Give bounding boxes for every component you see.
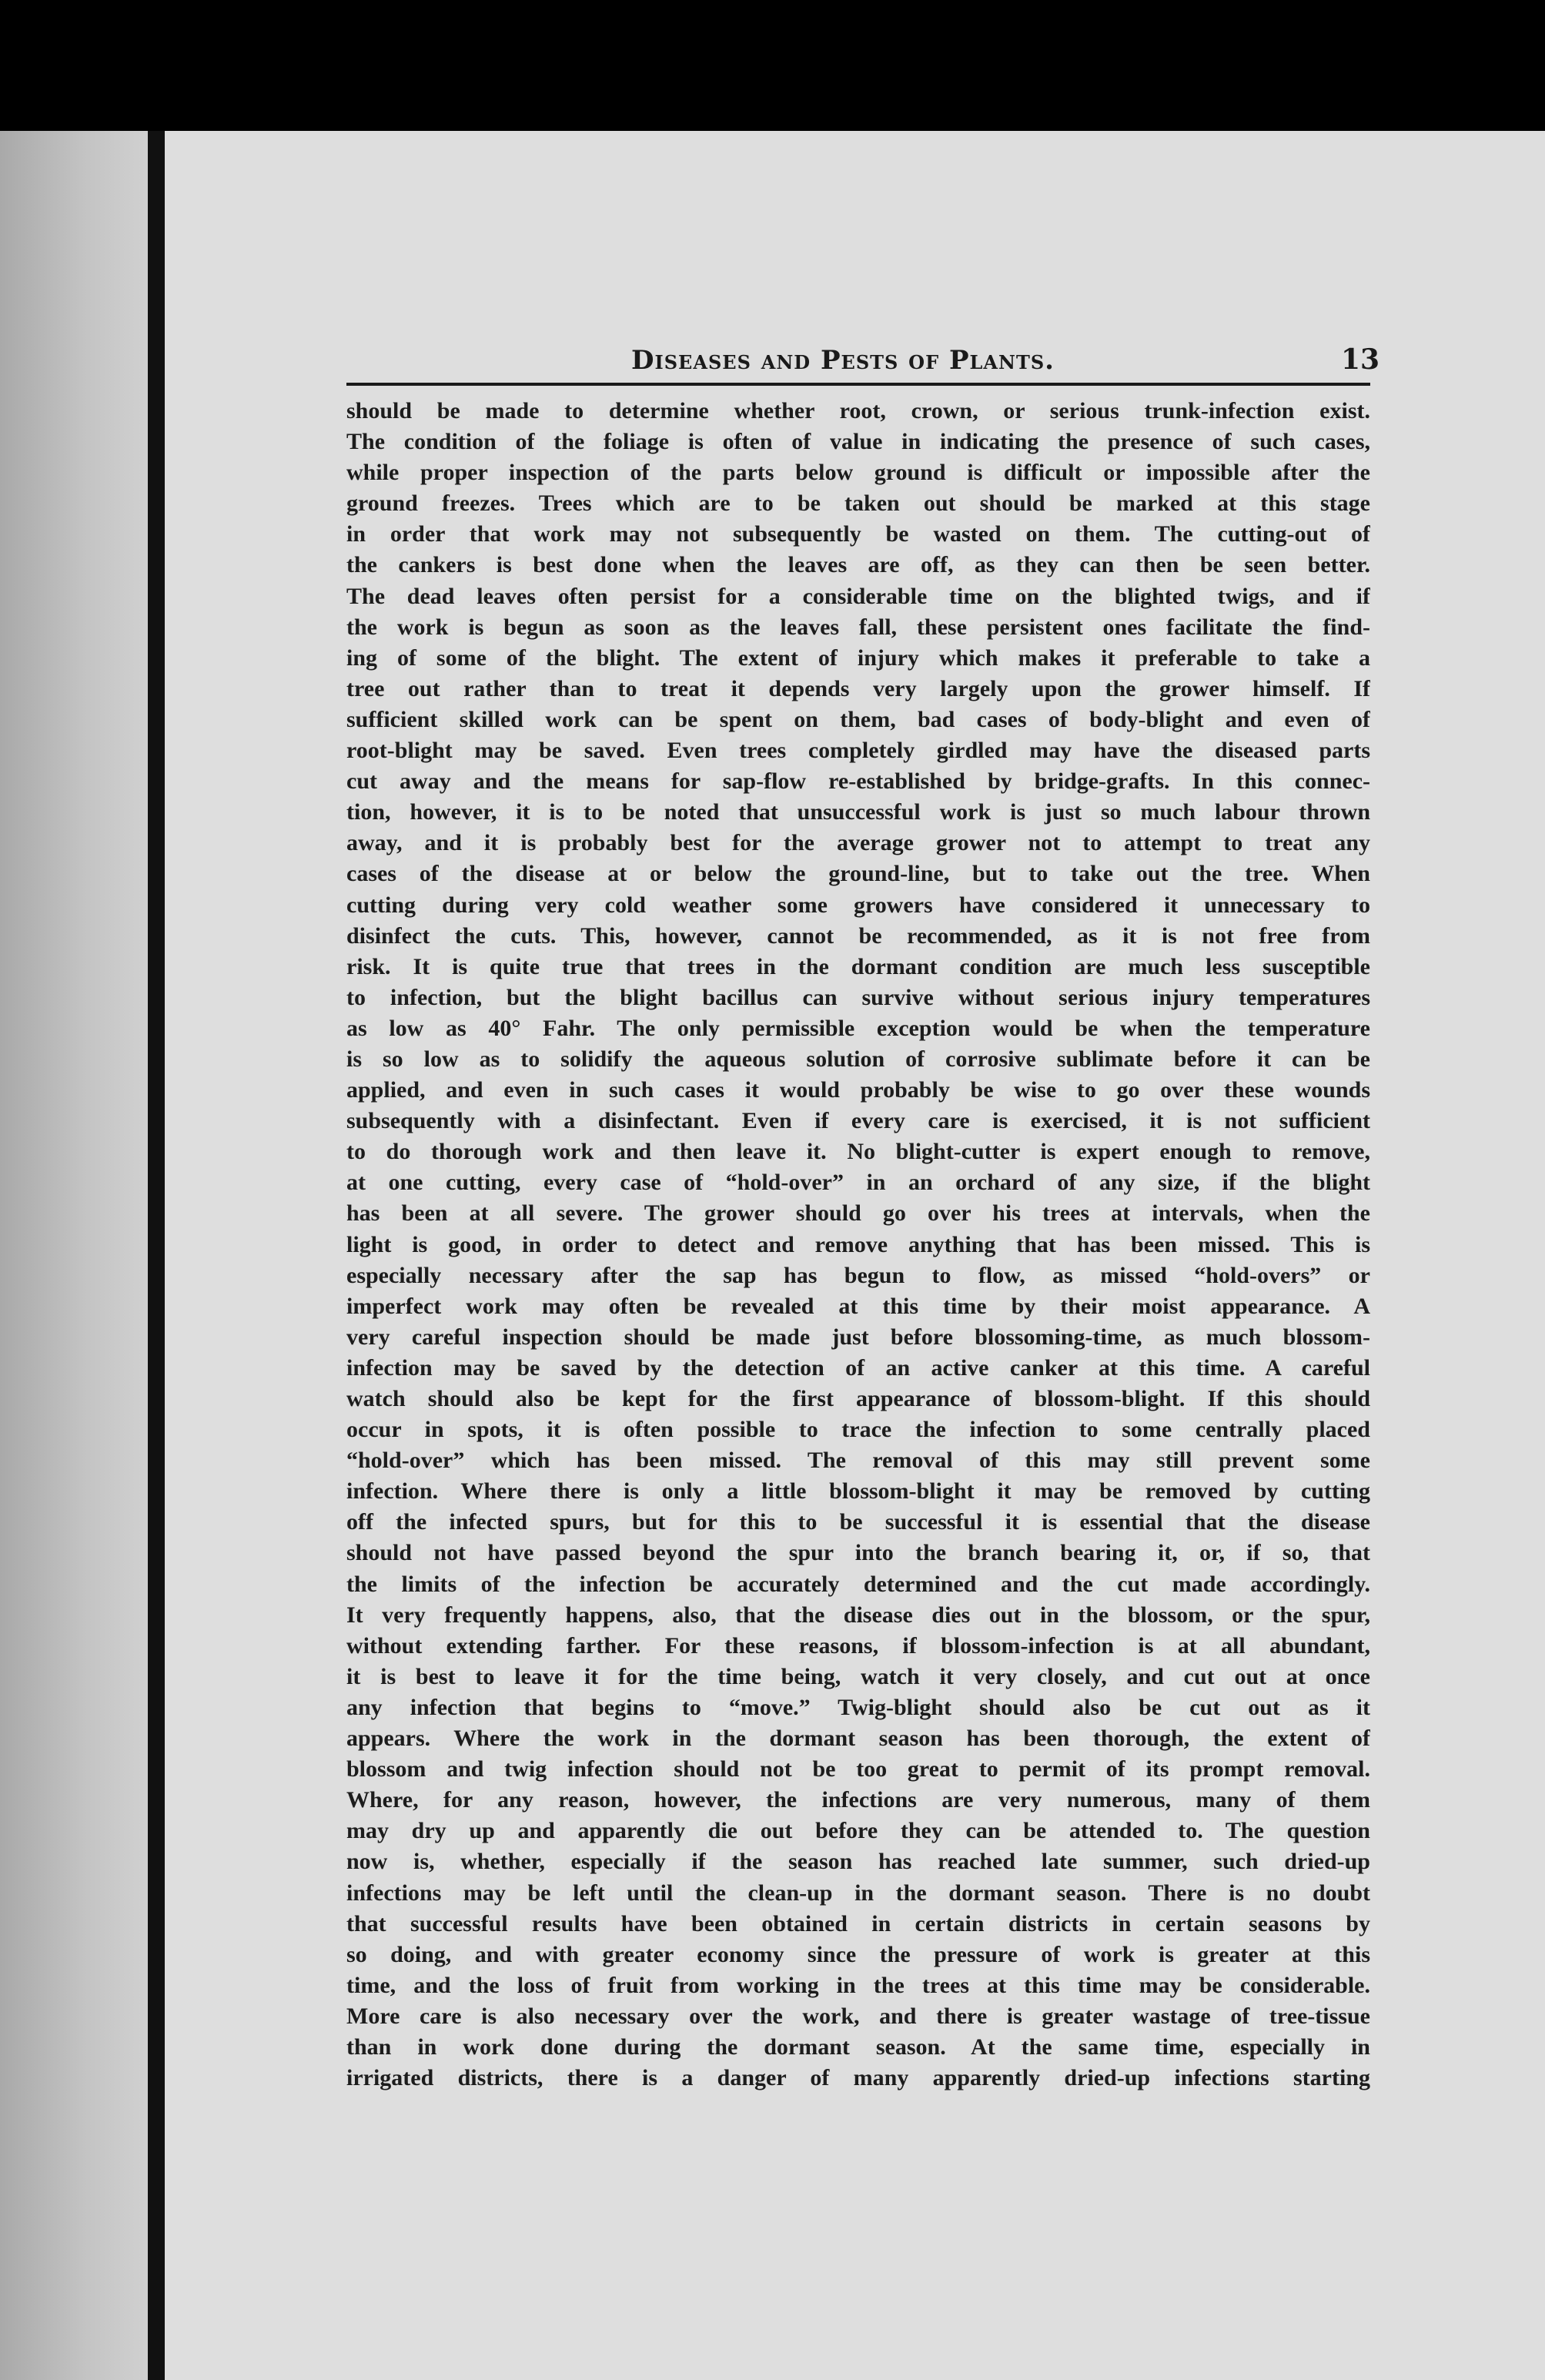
text-line: without extending farther. For these reasons, if blossom-infection is at all abundant, — [346, 1632, 1370, 1659]
text-line: so doing, and with greater economy since the pressure of work is greater at this — [346, 1941, 1370, 1967]
text-line: Where, for any reason, however, the infections are very numerous, many of them — [346, 1787, 1370, 1813]
text-line: root-blight may be saved. Even trees completely girdled may have the diseased parts — [346, 738, 1370, 764]
text-line: ing of some of the blight. The extent of injury which makes it preferable to take a — [346, 644, 1370, 671]
text-line: occur in spots, it is often possible to trace the infection to some centrally placed — [346, 1417, 1370, 1443]
text-line: disinfect the cuts. This, however, cannot be recommended, as it is not free from — [346, 922, 1370, 949]
header-rule — [346, 383, 1370, 386]
text-line: cutting during very cold weather some growers have considered it unnecessary to — [346, 892, 1370, 918]
text-line: while proper inspection of the parts below ground is difficult or impossible after the — [346, 460, 1370, 486]
text-line: is so low as to solidify the aqueous solution of corrosive sublimate before it can be — [346, 1046, 1370, 1072]
text-line: infection may be saved by the detection of an active canker at this time. A careful — [346, 1354, 1370, 1381]
text-line: the work is begun as soon as the leaves fall, these persistent ones facilitate the find- — [346, 614, 1370, 640]
text-line: in order that work may not subsequently be wasted on them. The cutting-out of — [346, 521, 1370, 547]
text-line: light is good, in order to detect and remove anything that has been missed. This is — [346, 1231, 1370, 1257]
text-line: irrigated districts, there is a danger of many apparently dried-up infections starting — [346, 2065, 1370, 2091]
text-line: The dead leaves often persist for a considerable time on the blighted twigs, and if — [346, 583, 1370, 609]
text-line: should be made to determine whether root, crown, or serious trunk-infection exist. — [346, 398, 1370, 423]
page-number: 13 — [1341, 343, 1380, 376]
text-line: away, and it is probably best for the average grower not to attempt to treat any — [346, 830, 1370, 856]
text-line: cut away and the means for sap-flow re-established by bridge-grafts. In this connec- — [346, 768, 1370, 795]
body-text — [346, 396, 1370, 2094]
binding-shadow — [148, 131, 165, 2380]
facing-page-edge — [0, 131, 146, 2380]
text-line: has been at all severe. The grower should go over his trees at intervals, when the — [346, 1200, 1370, 1227]
text-line: More care is also necessary over the work, and there is greater wastage of tree-tissue — [346, 2003, 1370, 2029]
text-line: sufficient skilled work can be spent on them, bad cases of body-blight and even of — [346, 706, 1370, 732]
text-line: infections may be left until the clean-up in the dormant season. There is no doubt — [346, 1880, 1370, 1906]
text-line: tree out rather than to treat it depends very largely upon the grower himself. If — [346, 675, 1370, 701]
text-line: that successful results have been obtained in certain districts in certain seasons by — [346, 1910, 1370, 1936]
text-line: risk. It is quite true that trees in the dormant condition are much less susceptible — [346, 953, 1370, 979]
text-line: very careful inspection should be made just before blossoming-time, as much blossom- — [346, 1324, 1370, 1350]
text-line: It very frequently happens, also, that the disease dies out in the blossom, or the spur, — [346, 1602, 1370, 1628]
text-line: than in work done during the dormant season. At the same time, especially in — [346, 2034, 1370, 2060]
text-line: imperfect work may often be revealed at this time by their moist appearance. A — [346, 1293, 1370, 1319]
text-line: any infection that begins to “move.” Twig-blight should also be cut out as it — [346, 1694, 1370, 1720]
text-line: subsequently with a disinfectant. Even if every care is exercised, it is not sufficient — [346, 1108, 1370, 1134]
text-line: appears. Where the work in the dormant season has been thorough, the extent of — [346, 1726, 1370, 1752]
text-line: the cankers is best done when the leaves are off, as they can then be seen better. — [346, 552, 1370, 578]
text-line: watch should also be kept for the first appearance of blossom-blight. If this should — [346, 1386, 1370, 1411]
text-line: it is best to leave it for the time being, watch it very closely, and cut out at once — [346, 1663, 1370, 1689]
text-line: time, and the loss of fruit from working in the trees at this time may be considerable. — [346, 1972, 1370, 1998]
text-line: infection. Where there is only a little blossom-blight it may be removed by cutting — [346, 1478, 1370, 1505]
text-line: blossom and twig infection should not be too great to permit of its prompt removal. — [346, 1756, 1370, 1782]
text-line: may dry up and apparently die out before they can be attended to. The question — [346, 1818, 1370, 1844]
running-head: Diseases and Pests of Plants. — [631, 345, 1055, 376]
text-line: tion, however, it is to be noted that unsuccessful work is just so much labour thrown — [346, 799, 1370, 825]
text-line: “hold-over” which has been missed. The removal of this may still prevent some — [346, 1448, 1370, 1474]
text-line: especially necessary after the sap has begun to flow, as missed “hold-overs” or — [346, 1262, 1370, 1288]
text-line: applied, and even in such cases it would probably be wise to go over these wounds — [346, 1077, 1370, 1103]
text-line: cases of the disease at or below the ground-line, but to take out the tree. When — [346, 861, 1370, 887]
text-line: The condition of the foliage is often of value in indicating the presence of such cases, — [346, 429, 1370, 455]
text-line: to infection, but the blight bacillus can survive without serious injury temperatures — [346, 984, 1370, 1010]
text-line: the limits of the infection be accurately determined and the cut made accordingly. — [346, 1571, 1370, 1597]
text-line: to do thorough work and then leave it. No blight-cutter is expert enough to remove, — [346, 1139, 1370, 1165]
text-line: should not have passed beyond the spur into the branch bearing it, or, if so, that — [346, 1540, 1370, 1566]
text-line: now is, whether, especially if the season has reached late summer, such dried-up — [346, 1849, 1370, 1875]
text-line: off the infected spurs, but for this to be successful it is essential that the disease — [346, 1509, 1370, 1535]
text-line: at one cutting, every case of “hold-over” in an orchard of any size, if the blight — [346, 1170, 1370, 1196]
text-line: ground freezes. Trees which are to be taken out should be marked at this stage — [346, 490, 1370, 517]
text-line: as low as 40° Fahr. The only permissible exception would be when the temperature — [346, 1015, 1370, 1041]
